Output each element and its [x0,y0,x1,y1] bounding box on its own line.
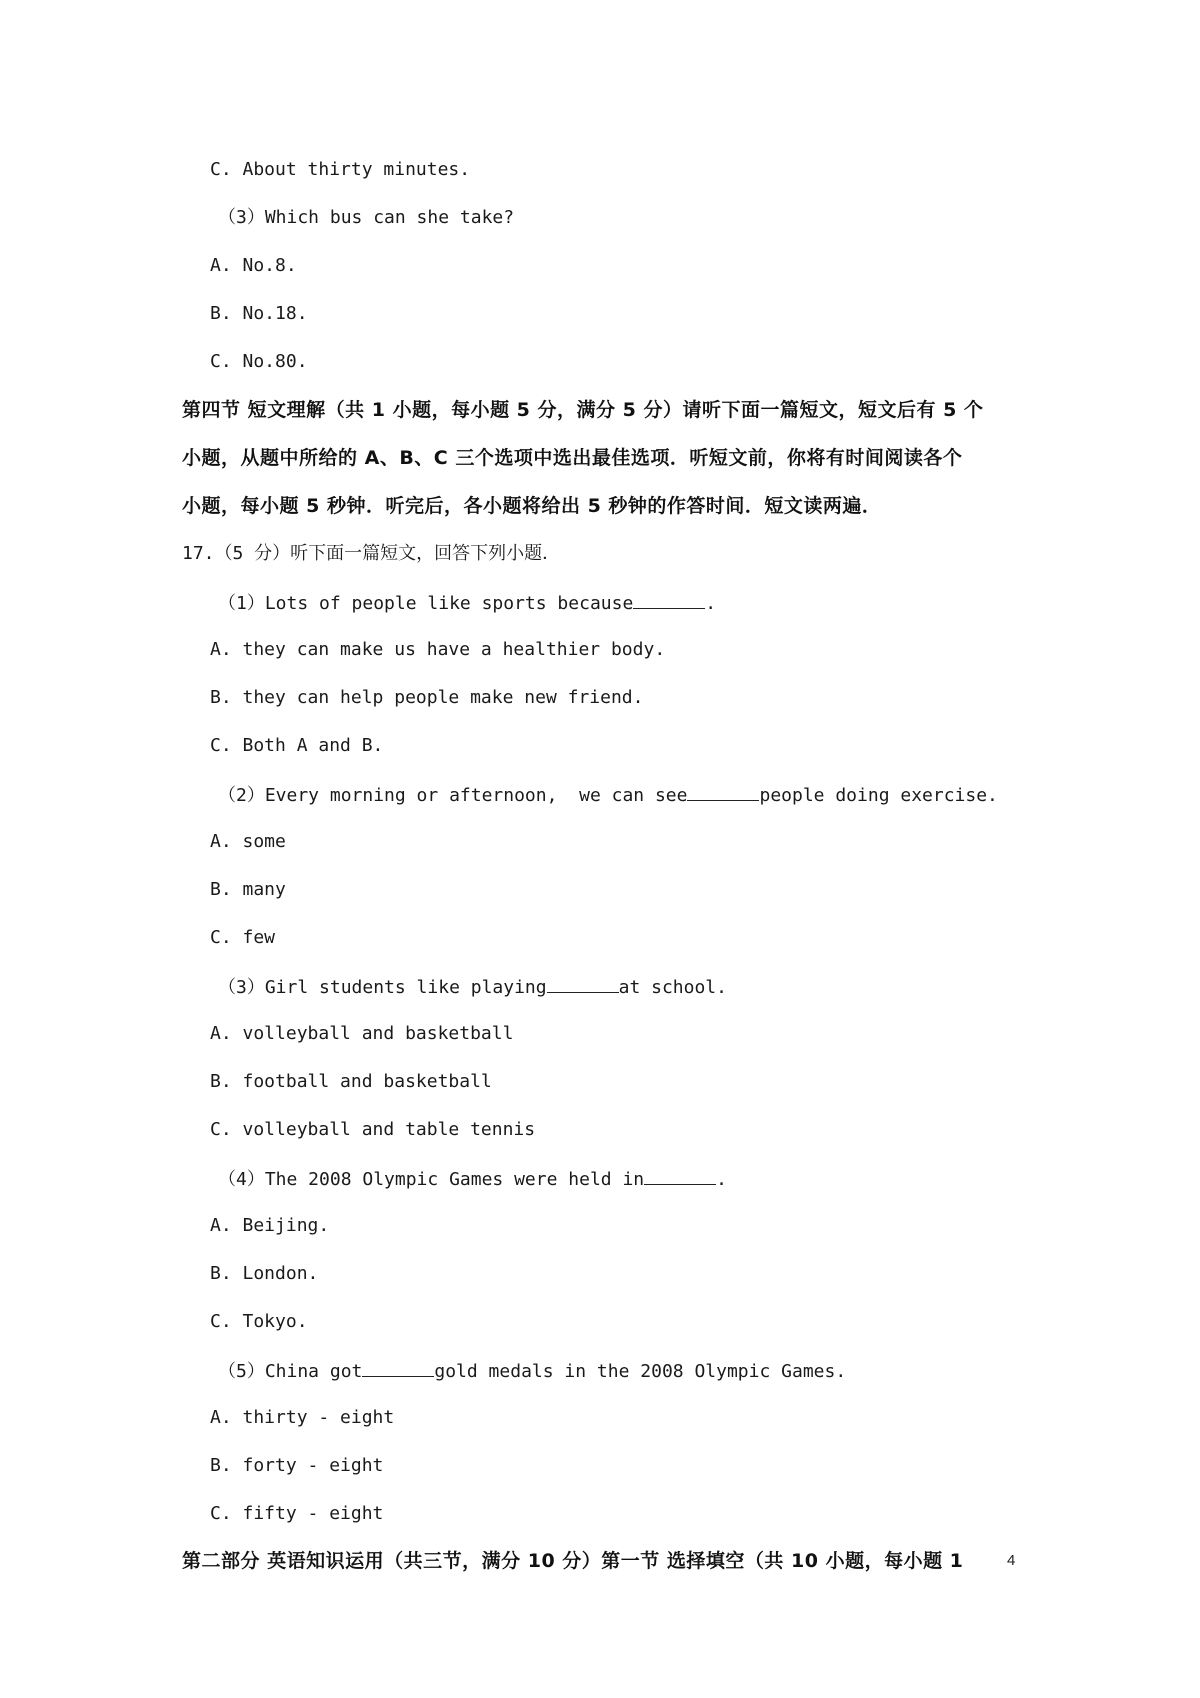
question-stem: 17.（5 分）听下面一篇短文，回答下列小题． [182,543,561,564]
option-line: C. No.80. [210,351,308,372]
answer-blank [362,1358,434,1377]
option-line: A. some [210,831,286,852]
option-line: C. Both A and B. [210,735,384,756]
answer-blank [687,782,759,801]
question-line: （5）China got gold medals in the 2008 Olympic Games. [218,1358,846,1384]
section-heading: 第二部分 英语知识运用（共三节，满分 10 分）第一节 选择填空（共 10 小题，每小题 1 [182,1550,964,1572]
section-heading: 小题，从题中所给的 A、B、C 三个选项中选出最佳选项．听短文前，你将有时间阅读各个 [182,447,963,469]
option-line: B. they can help people make new friend. [210,687,644,708]
section-heading: 小题，每小题 5 秒钟．听完后，各小题将给出 5 秒钟的作答时间．短文读两遍． [182,495,882,517]
answer-blank [547,974,619,993]
option-line: C. About thirty minutes. [210,159,471,180]
option-line: B. many [210,879,286,900]
question-line: （4）The 2008 Olympic Games were held in . [218,1166,727,1192]
question-line: （3）Girl students like playing at school. [218,974,727,1000]
option-line: A. No.8. [210,255,297,276]
answer-blank [644,1166,716,1185]
option-line: C. volleyball and table tennis [210,1119,536,1140]
question-line: （1）Lots of people like sports because . [218,590,716,616]
question-line: （3）Which bus can she take? [218,207,515,228]
answer-blank [633,590,705,609]
option-line: A. volleyball and basketball [210,1023,514,1044]
section-heading: 第四节 短文理解（共 1 小题，每小题 5 分，满分 5 分）请听下面一篇短文，短文后有 5 个 [182,399,984,421]
option-line: B. forty - eight [210,1455,384,1476]
option-line: B. London. [210,1263,319,1284]
option-line: A. thirty - eight [210,1407,395,1428]
option-line: B. football and basketball [210,1071,492,1092]
option-line: A. they can make us have a healthier body. [210,639,666,660]
option-line: C. fifty - eight [210,1503,384,1524]
question-line: （2）Every morning or afternoon, we can see people doing exercise. [218,782,998,808]
option-line: C. few [210,927,276,948]
page-number: 4 [1007,1552,1016,1569]
option-line: B. No.18. [210,303,308,324]
option-line: A. Beijing. [210,1215,330,1236]
option-line: C. Tokyo. [210,1311,308,1332]
